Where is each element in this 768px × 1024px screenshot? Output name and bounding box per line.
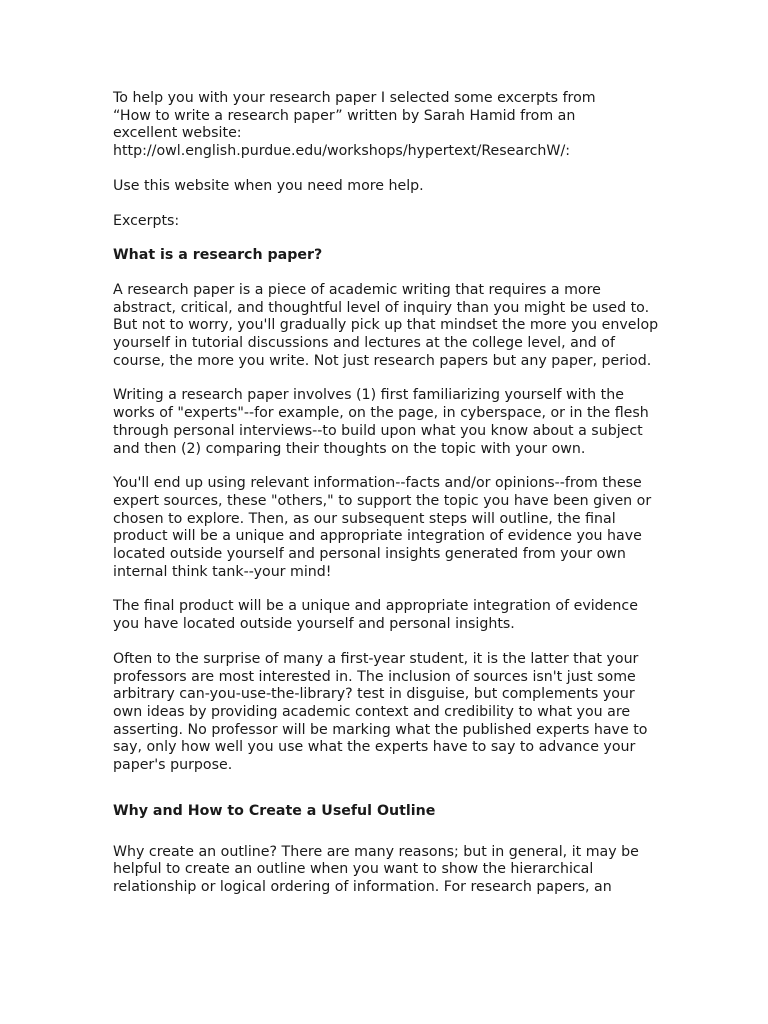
section-heading-outline: Why and How to Create a Useful Outline: [113, 802, 436, 819]
paragraph: Why create an outline? There are many reasons; but in general, it may be helpful to create an outline when you want to show the hierarchical relationship or logical ordering of information. For research papers, an: [113, 843, 639, 895]
source-url: http://owl.english.purdue.edu/workshops/hypertext/ResearchW/:: [113, 143, 570, 160]
paragraph: Often to the surprise of many a first-year student, it is the latter that your professors are most interested in. The inclusion of sources isn't just some arbitrary can-you-use-the-library? test in disguise, but complements your own ideas by providing academic context and credibility to what you are asserting. No professor will be marking what the published experts have to say, only how well you use what the experts have to say to advance your paper's purpose.: [113, 650, 648, 774]
paragraph: Writing a research paper involves (1) first familiarizing yourself with the works of "experts"--for example, on the page, in cyberspace, or in the flesh through personal interviews--to build upon what you know about a subject and then (2) comparing their thoughts on the topic with your own.: [113, 387, 649, 457]
intro-line-3: excellent website:: [113, 125, 242, 142]
excerpts-label: Excerpts:: [113, 212, 180, 229]
intro-block: [113, 90, 661, 161]
document-page: [113, 90, 661, 897]
paragraph: You'll end up using relevant information--facts and/or opinions--from these expert sources, these "others," to support the topic you have been given or chosen to explore. Then, as our subsequent steps will outline, the final product will be a unique and appropriate integration of evidence you have located outside yourself and personal insights generated from your own internal think tank--your mind!: [113, 475, 652, 580]
paragraph: The final product will be a unique and appropriate integration of evidence you have located outside yourself and personal insights.: [113, 598, 638, 633]
intro-line-1: To help you with your research paper I selected some excerpts from: [113, 90, 596, 106]
section-heading-research-paper: What is a research paper?: [113, 247, 323, 264]
intro-line-2: “How to write a research paper” written by Sarah Hamid from an: [113, 107, 576, 124]
paragraph: A research paper is a piece of academic writing that requires a more abstract, critical, and thoughtful level of inquiry than you might be used to. But not to worry, you'll gradually pick up that mindset the more you envelop yourself in tutorial discussions and lectures at the college level, and of course, the more you write. Not just research papers but any paper, period.: [113, 281, 659, 369]
use-help-text: Use this website when you need more help.: [113, 177, 424, 194]
